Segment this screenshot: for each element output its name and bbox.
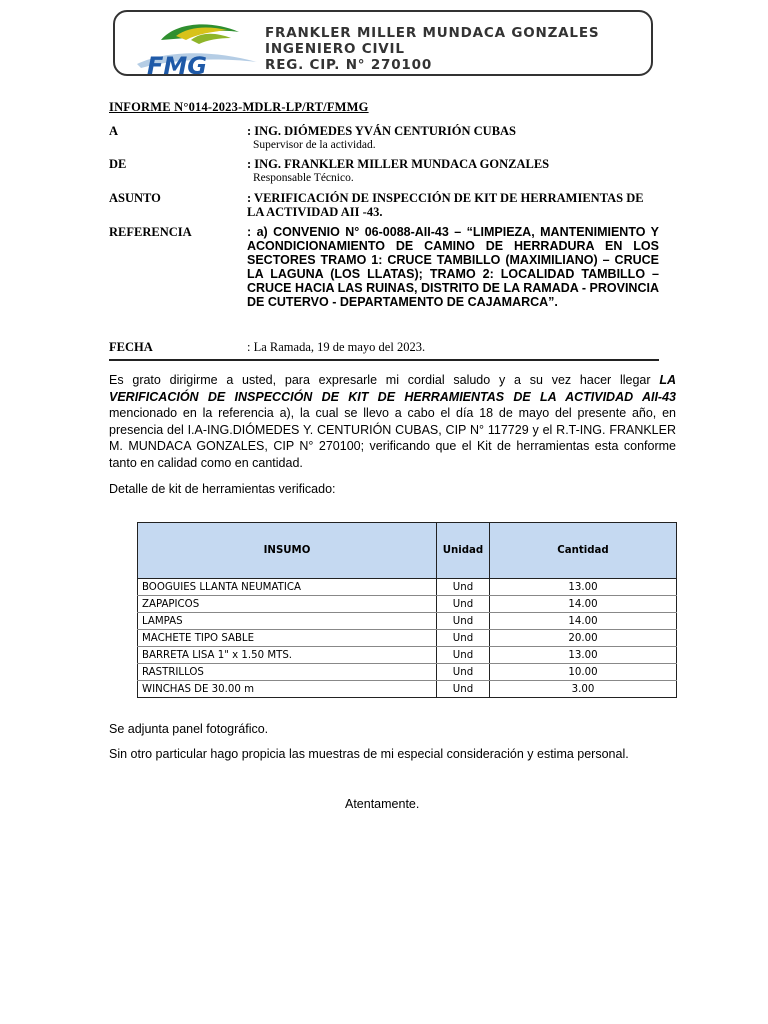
date-label: FECHA (109, 340, 153, 354)
letter-body (109, 372, 676, 498)
table-row (138, 579, 677, 596)
cell-insumo: WINCHAS DE 30.00 m (138, 681, 437, 698)
cell-cantidad: 14.00 (490, 613, 677, 630)
cell-cantidad: 3.00 (490, 681, 677, 698)
table-row (138, 630, 677, 647)
from-role: Responsable Técnico. (253, 172, 354, 184)
table-row (138, 681, 677, 698)
verification-emphasis: LA VERIFICACIÓN DE INSPECCIÓN DE KIT DE HERRAMIENTAS DE LA ACTIVIDAD AII-43 (109, 373, 676, 404)
from-value: : ING. FRANKLER MILLER MUNDACA GONZALES Responsable Técnico. (247, 157, 659, 184)
cell-insumo: LAMPAS (138, 613, 437, 630)
letterhead-text (265, 25, 599, 73)
cell-unidad: Und (437, 647, 490, 664)
subject-label: ASUNTO (109, 191, 161, 205)
cell-unidad: Und (437, 630, 490, 647)
to-role: Supervisor de la actividad. (253, 139, 376, 151)
table-row (138, 596, 677, 613)
table-row (138, 647, 677, 664)
cell-cantidad: 10.00 (490, 664, 677, 681)
cell-insumo: ZAPAPICOS (138, 596, 437, 613)
from-label: DE (109, 157, 127, 171)
subject-value: : VERIFICACIÓN DE INSPECCIÓN DE KIT DE HERRAMIENTAS DE LA ACTIVIDAD AII -43. (247, 191, 644, 219)
table-header-row (138, 523, 677, 579)
header-cantidad: Cantidad (490, 523, 677, 579)
to-value: : ING. DIÓMEDES YVÁN CENTURIÓN CUBAS Supervisor de la actividad. (247, 124, 659, 151)
memo-header (109, 100, 659, 354)
header-unidad: Unidad (437, 523, 490, 579)
reference-label: REFERENCIA (109, 225, 192, 239)
cell-insumo: BOOGUIES LLANTA NEUMATICA (138, 579, 437, 596)
cell-unidad: Und (437, 579, 490, 596)
intro-paragraph: Es grato dirigirme a usted, para expresarle mi cordial saludo y a su vez hacer llegar LA VERIFICACIÓN DE INSPECCIÓN DE KIT DE HERRAMIENTAS DE LA ACTIVIDAD AII-43 mencionado en la referencia a), la cual se llevo a cabo el día 18 de mayo del presente año, en presencia del I.A-ING.DIÓMEDES Y. CENTURIÓN CUBAS, CIP N° 117729 y el R.T-ING. FRANKLER M. MUNDACA GONZALES, CIP N° 270100; verificando que el Kit de herramientas esta conforme tanto en calidad como en cantidad. (109, 373, 676, 470)
engineer-name: FRANKLER MILLER MUNDACA GONZALES (265, 25, 600, 41)
engineer-registration: REG. CIP. N° 270100 (265, 57, 433, 73)
svg-text:FMG: FMG (147, 52, 207, 76)
cell-unidad: Und (437, 613, 490, 630)
cell-unidad: Und (437, 681, 490, 698)
cell-cantidad: 14.00 (490, 596, 677, 613)
cell-unidad: Und (437, 664, 490, 681)
cell-insumo: RASTRILLOS (138, 664, 437, 681)
cell-insumo: MACHETE TIPO SABLE (138, 630, 437, 647)
cell-cantidad: 20.00 (490, 630, 677, 647)
cell-unidad: Und (437, 596, 490, 613)
tools-table (137, 522, 677, 698)
to-label: A (109, 124, 119, 138)
farewell-text: Sin otro particular hago propicia las muestras de mi especial consideración y estima personal. (109, 747, 629, 761)
date-value: : La Ramada, 19 de mayo del 2023. (247, 340, 426, 354)
detail-intro: Detalle de kit de herramientas verificado: (109, 482, 336, 496)
sign-off: Atentamente. (345, 797, 420, 811)
header-divider (109, 359, 659, 361)
cell-insumo: BARRETA LISA 1" x 1.50 MTS. (138, 647, 437, 664)
reference-value: : a) CONVENIO N° 06-0088-AII-43 – “LIMPIEZA, MANTENIMIENTO Y ACONDICIONAMIENTO DE CAMINO DE HERRADURA EN LOS SECTORES TRAMO 1: CRUCE TAMBILLO (MAXIMILIANO) – CRUCE LA LAGUNA (LOS LLATAS); TRAMO 2: LOCALIDAD TAMBILLO – CRUCE HACIA LAS RUINAS, DISTRITO DE LA RAMADA - PROVINCIA DE CUTERVO - DEPARTAMENTO DE CAJAMARCA”. (247, 225, 659, 309)
report-number: INFORME N°014-2023-MDLR-LP/RT/FMMG (109, 100, 369, 114)
fmg-logo-icon (131, 18, 261, 76)
cell-cantidad: 13.00 (490, 579, 677, 596)
table-row (138, 664, 677, 681)
header-insumo: INSUMO (138, 523, 437, 579)
table-row (138, 613, 677, 630)
letterhead-banner (113, 10, 653, 76)
cell-cantidad: 13.00 (490, 647, 677, 664)
engineer-title: INGENIERO CIVIL (265, 41, 405, 57)
attachment-note: Se adjunta panel fotográfico. (109, 722, 269, 736)
